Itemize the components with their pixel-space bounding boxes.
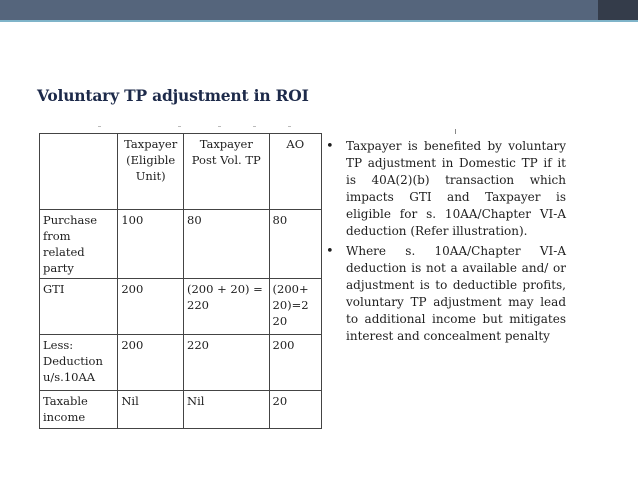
bullet-list [324, 138, 566, 348]
accent-line [0, 20, 638, 22]
slide-title: Voluntary TP adjustment in ROI [37, 86, 309, 105]
bullet-text: Where s. 10AA/Chapter VI-A deduction is not a available and/ or adjustment is to deductible profits, voluntary TP adjustment may lead to additional income but mitigates interest and concealment penalty [346, 244, 566, 343]
table-cell: 80 [184, 210, 270, 279]
table-row [40, 391, 322, 429]
top-banner [0, 0, 638, 20]
top-banner-corner [598, 0, 638, 20]
table-cell: 80 [269, 210, 321, 279]
table-cell: 20 [269, 391, 321, 429]
list-item [324, 138, 566, 240]
table-row [40, 210, 322, 279]
bullet-icon: • [326, 139, 334, 154]
table-header-cell: Taxpayer Post Vol. TP [184, 134, 270, 210]
table-cell: 200 [118, 279, 184, 335]
table-cell: Nil [118, 391, 184, 429]
table-cell: GTI [40, 279, 118, 335]
table-cell: 220 [184, 335, 270, 391]
table-cell: 200 [269, 335, 321, 391]
top-banner-band [0, 0, 598, 20]
bullet-text: Taxpayer is benefited by voluntary TP adjustment in Domestic TP if it is 40A(2)(b) transaction which impacts GTI and Taxpayer is eligible for s. 10AA/Chapter VI-A deduction (Refer illustration). [346, 139, 566, 238]
table-header-cell: Taxpayer (Eligible Unit) [118, 134, 184, 210]
scan-artifacts [38, 124, 458, 130]
table-header-cell [40, 134, 118, 210]
table-cell: (200+ 20)=2 20 [269, 279, 321, 335]
list-item [324, 243, 566, 345]
table-cell: (200 + 20) = 220 [184, 279, 270, 335]
table-header-row [40, 134, 322, 210]
table-cell: Less: Deduction u/s.10AA [40, 335, 118, 391]
bullet-icon: • [326, 244, 334, 259]
table-cell: 100 [118, 210, 184, 279]
scan-tick [455, 129, 456, 134]
table-row [40, 279, 322, 335]
table-row [40, 335, 322, 391]
table-cell: 200 [118, 335, 184, 391]
table-cell: Taxable income [40, 391, 118, 429]
table-cell: Purchase from related party [40, 210, 118, 279]
tp-adjustment-table [39, 133, 322, 429]
table-header-cell: AO [269, 134, 321, 210]
table-cell: Nil [184, 391, 270, 429]
